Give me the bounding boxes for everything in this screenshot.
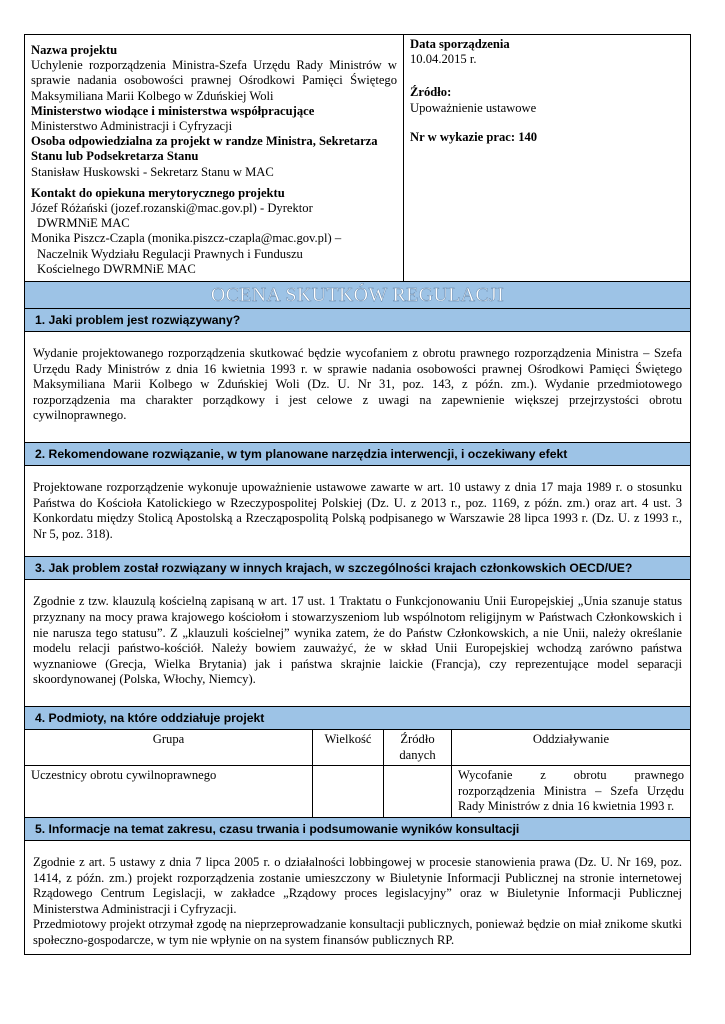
cell-size — [313, 766, 384, 817]
section-1-title: 1. Jaki problem jest rozwiązywany? — [25, 309, 690, 331]
col-impact: Oddziaływanie — [532, 731, 610, 746]
section-5-title: 5. Informacje na temat zakresu, czasu trwania i podsumowanie wyników konsultacji — [25, 818, 690, 840]
table-row — [25, 766, 690, 818]
meta-info-cell — [404, 35, 690, 281]
contact-1b: DWRMNiE MAC — [37, 216, 130, 231]
ministry: Ministerstwo Administracji i Cyfryzacji — [31, 119, 233, 134]
contact-1: Józef Różański (jozef.rozanski@mac.gov.pl) - Dyrektor — [31, 201, 313, 216]
date-label: Data sporządzenia — [410, 37, 510, 51]
section-4-title: 4. Podmioty, na które oddziałuje projekt — [25, 707, 690, 729]
col-group: Grupa — [25, 730, 313, 765]
ministry-label: Ministerstwo wiodące i ministerstwa współpracujące — [31, 103, 315, 118]
contact-label: Kontakt do opiekuna merytorycznego projektu — [31, 185, 285, 200]
section-3-head — [25, 557, 690, 580]
cell-data-source — [384, 766, 452, 817]
contact-2c: Kościelnego DWRMNiE MAC — [37, 261, 196, 276]
section-5-body-row — [25, 841, 690, 955]
cell-group: Uczestnicy obrotu cywilnoprawnego — [25, 766, 313, 817]
col-data-source: Źródło danych — [384, 730, 452, 765]
section-2-title: 2. Rekomendowane rozwiązanie, w tym planowane narzędzia interwencji, i oczekiwany efekt — [25, 443, 690, 465]
section-3-body: Zgodnie z tzw. klauzulą kościelną zapisaną w art. 17 ust. 1 Traktatu o Funkcjonowaniu Unii Europejskiej „Unia szanuje status przyznany na mocy prawa krajowego kościołom i stowarzyszeniom lub wspólnotom religijnym w Państwach Członkowskich i nie narusza tego statusu”. Z „klauzuli kościelnej” wynika zatem, że do Państw Członkowskich, a nie Unii, należy określanie modelu relacji państwo-kościół. Należy bowiem zauważyć, że w skład Unii Europejskiej wchodzą zarówno państwa wyznaniowe (Grecja, Wielka Brytania) jak i państwa skrajnie laickie (Francja), czy reprezentujące model separacji skoordynowanej (Polska, Włochy, Niemcy). — [33, 594, 682, 687]
section-1-head — [25, 309, 690, 332]
header-row — [25, 35, 690, 282]
list-number: Nr w wykazie prac: 140 — [410, 129, 538, 144]
date-value: 10.04.2015 r. — [410, 52, 477, 67]
col-size: Wielkość — [313, 730, 384, 765]
regulatory-impact-form — [24, 34, 691, 955]
project-name-label: Nazwa projektu — [31, 43, 118, 57]
contact-2: Monika Piszcz-Czapla (monika.piszcz-czapla@mac.gov.pl) – — [31, 231, 342, 246]
section-1-body: Wydanie projektowanego rozporządzenia skutkować będzie wycofaniem z obrotu prawnego rozporządzenia Ministra – Szefa Urzędu Rady Ministrów z dnia 16 kwietnia 1993 r. w sprawie nadania osobowości prawnej Ośrodkowi Pamięci Świętego Maksymiliana Marii Kolbego w Zduńskiej Woli (Dz. U. Nr 31, poz. 143, z późn. zm.). Wydanie przedmiotowego rozporządzenia ma charakter porządkowy i jest celowe z uwagi na zapewnienie większej przejrzystości obrotu cywilnoprawnego. — [33, 346, 682, 423]
cell-impact: Wycofanie z obrotu prawnego rozporządzenia Ministra – Szefa Urzędu Rady Ministrów z dnia 16 kwietnia 1993 r. — [458, 768, 684, 814]
section-2-body: Projektowane rozporządzenie wykonuje upoważnienie ustawowe zawarte w art. 10 ustawy z dnia 17 maja 1989 r. o stosunku Państwa do Kościoła Katolickiego w Rzeczypospolitej Polskiej (Dz. U. z 2013 r., poz. 1169, z późn. zm.) oraz art. 4 ust. 3 Konkordatu między Stolicą Apostolską a Rzecząpospolitą Polską podpisanego w Warszawie 28 lipca 1993 r. (Dz. U. z 1993 r., Nr 5, poz. 318). — [33, 480, 682, 541]
banner-row — [25, 282, 690, 309]
section-3-body-row — [25, 580, 690, 707]
table-header-row — [25, 730, 690, 766]
section-4-head — [25, 707, 690, 730]
project-info-cell — [25, 35, 404, 281]
source-label: Źródło: — [410, 85, 452, 100]
section-5-head — [25, 818, 690, 841]
section-3-title: 3. Jak problem został rozwiązany w innych krajach, w szczególności krajach członkowskich OECD/UE? — [25, 557, 690, 579]
section-1-body-row — [25, 332, 690, 443]
assessment-banner: OCENA SKUTKÓW REGULACJI — [25, 282, 690, 308]
source-value: Upoważnienie ustawowe — [410, 100, 537, 115]
section-5-body-2: Przedmiotowy projekt otrzymał zgodę na nieprzeprowadzanie konsultacji publicznych, ponieważ będzie on miał znikome skutki społeczno-gospodarcze, w tym nie wpłynie on na system finansów publicznych RP. — [33, 917, 682, 947]
section-5-body-1: Zgodnie z art. 5 ustawy z dnia 7 lipca 2005 r. o działalności lobbingowej w procesie stanowienia prawa (Dz. U. Nr 169, poz. 1414, z późn. zm.) projekt rozporządzenia zostanie umieszczony w Biuletynie Informacji Publicznej na stronie internetowej Rządowego Centrum Legislacji, w zakładce „Rządowy proces legislacyjny” oraz w Biuletynie Informacji Publicznej Ministerstwa Administracji i Cyfryzacji. — [33, 854, 682, 916]
section-2-body-row — [25, 466, 690, 557]
responsible-label: Osoba odpowiedzialna za projekt w randze Ministra, Sekretarza Stanu lub Podsekretarza Stanu — [31, 134, 378, 164]
section-2-head — [25, 443, 690, 466]
contact-2b: Naczelnik Wydziału Regulacji Prawnych i Funduszu — [37, 246, 303, 261]
responsible: Stanisław Huskowski - Sekretarz Stanu w MAC — [31, 164, 274, 179]
project-name: Uchylenie rozporządzenia Ministra-Szefa Urzędu Rady Ministrów w sprawie nadania osobowości prawnej Ośrodkowi Pamięci Świętego Maksymiliana Marii Kolbego w Zduńskiej Woli — [31, 58, 397, 103]
